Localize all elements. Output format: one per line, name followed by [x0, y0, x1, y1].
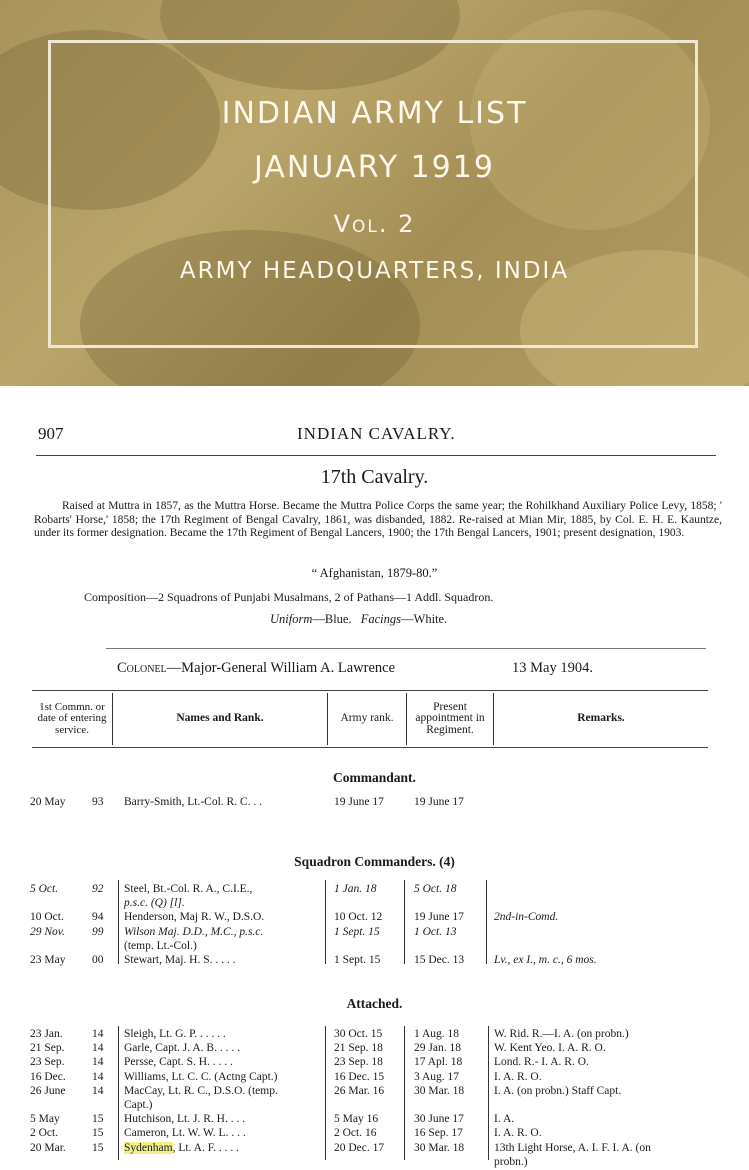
header-commission: 1st Commn. or date of entering service.: [37, 700, 107, 736]
table-row: [0, 1056, 749, 1070]
col-divider: [325, 880, 326, 964]
appointment-date: 5 Oct. 18: [414, 883, 457, 895]
section-squadron-commanders: Squadron Commanders. (4): [294, 854, 455, 869]
commission-date: 16 Dec.: [30, 1070, 66, 1083]
remarks: I. A. R. O.: [494, 1127, 542, 1140]
remarks: W. Kent Yeo. I. A. R. O.: [494, 1042, 606, 1055]
officer-name: Wilson Maj. D.D., M.C., p.s.c.: [124, 925, 264, 938]
colonel-line: [117, 660, 395, 677]
table-row: [0, 940, 749, 954]
page-number: 907: [38, 424, 64, 443]
table-row: [0, 1099, 749, 1113]
colonel-label: Colonel—: [117, 660, 182, 676]
col-divider: [486, 880, 487, 964]
officer-name: Garle, Capt. J. A. B. . . . .: [124, 1042, 240, 1055]
officer-name: Cameron, Lt. W. W. L. . . .: [124, 1127, 246, 1140]
table-row: [0, 1042, 749, 1056]
commission-date: 20 Mar.: [30, 1141, 66, 1154]
army-rank-date: 1 Sept. 15: [334, 925, 380, 938]
remarks: 13th Light Horse, A. I. F. I. A. (on: [494, 1141, 651, 1154]
commission-date: 23 Sep.: [30, 1056, 65, 1069]
col-divider: [488, 1026, 489, 1160]
officer-name: (temp. Lt.-Col.): [124, 939, 197, 952]
banner-publisher: ARMY HEADQUARTERS, INDIA: [179, 258, 570, 284]
colonel-rule: [106, 648, 706, 649]
battle-honours: “ Afghanistan, 1879-80.”: [311, 566, 438, 580]
officer-name: Barry-Smith, Lt.-Col. R. C. . .: [124, 796, 262, 808]
cover-banner: [0, 0, 749, 386]
composition: Composition—2 Squadrons of Punjabi Musalmans, 2 of Pathans—1 Addl. Squadron.: [84, 590, 494, 604]
officer-name: Stewart, Maj. H. S. . . . .: [124, 954, 236, 966]
header-remarks: Remarks.: [494, 693, 709, 745]
col-divider: [404, 1026, 405, 1160]
commission-year: 93: [92, 796, 104, 808]
commission-year: 15: [92, 1127, 104, 1140]
army-rank-date: 1 Sept. 15: [334, 954, 381, 966]
remarks: probn.): [494, 1155, 528, 1168]
commission-date: 26 June: [30, 1084, 66, 1097]
remarks: Lond. R.- I. A. R. O.: [494, 1056, 589, 1069]
officer-name: p.s.c. (Q) [l].: [124, 897, 185, 910]
section-commandant: Commandant.: [333, 770, 416, 785]
running-title: INDIAN CAVALRY.: [297, 424, 456, 443]
officer-name: Henderson, Maj R. W., D.S.O.: [124, 911, 265, 924]
commission-year: 15: [92, 1141, 104, 1154]
army-rank-date: 5 May 16: [334, 1113, 379, 1126]
appointment-date: 17 Apl. 18: [414, 1056, 463, 1069]
col-divider: [118, 1026, 119, 1160]
appointment-date: 15 Dec. 13: [414, 954, 465, 966]
officer-name: Sleigh, Lt. G. P. . . . . .: [124, 1028, 226, 1040]
regiment-history: Raised at Muttra in 1857, as the Muttra Horse. Became the Muttra Police Corps the same year; the Rohilkhand Auxiliary Police Levy, 1858; ' Robarts' Horse,' 1858; the 17th Regiment of Bengal Cavalry, 1861, was disbanded, 1882. Re-raised at Mian Mir, 1885, by Col. E. H. E. Kauntze, under its former designation. Became the 17th Regiment of Bengal Lancers, 1900; the 17th Bengal Lancers, 1901; present designation, 1903.: [34, 500, 722, 539]
facings-label: Facings: [360, 612, 402, 626]
commission-year: 94: [92, 911, 104, 924]
table-row: [0, 897, 749, 911]
officer-name: Williams, Lt. C. C. (Actng Capt.): [124, 1070, 278, 1083]
officer-name: Hutchison, Lt. J. R. H. . . .: [124, 1113, 246, 1126]
appointment-date: 3 Aug. 17: [414, 1070, 460, 1083]
appointment-date: 30 Mar. 18: [414, 1141, 465, 1154]
commission-date: 2 Oct.: [30, 1127, 59, 1140]
commission-year: 00: [92, 954, 104, 966]
header-appointment: Present appointment in Regiment.: [407, 693, 494, 745]
table-row: [0, 1085, 749, 1099]
appointment-date: 19 June 17: [414, 911, 464, 924]
commission-date: 10 Oct.: [30, 911, 64, 924]
col-divider: [118, 880, 119, 964]
facings-value: —White.: [401, 612, 448, 626]
appointment-date: 29 Jan. 18: [414, 1042, 461, 1055]
commission-date: 21 Sep.: [30, 1042, 65, 1055]
appointment-date: 1 Oct. 13: [414, 925, 457, 938]
officer-name-rest: , Lt. A. F. . . . .: [172, 1141, 240, 1154]
commission-year: 14: [92, 1028, 104, 1040]
header-names: Names and Rank.: [113, 693, 328, 745]
army-rank-date: 30 Oct. 15: [334, 1028, 383, 1040]
table-row: [0, 911, 749, 925]
commission-year: 15: [92, 1113, 104, 1126]
officer-name: Steel, Bt.-Col. R. A., C.I.E.,: [124, 883, 253, 895]
table-row: [0, 1113, 749, 1127]
table-row: [0, 1156, 749, 1170]
table-top-rule: [32, 690, 708, 691]
banner-volume: Vol. 2: [333, 210, 416, 238]
appointment-date: 1 Aug. 18: [414, 1028, 460, 1040]
table-bottom-rule: [32, 747, 708, 748]
header-army-rank: Army rank.: [328, 693, 407, 745]
commission-date: 29 Nov.: [30, 925, 65, 938]
header-rule: [36, 455, 716, 456]
army-rank-date: 2 Oct. 16: [334, 1127, 377, 1140]
commission-date: 23 Jan.: [30, 1028, 63, 1040]
remarks: I. A.: [494, 1113, 515, 1126]
col-divider: [325, 1026, 326, 1160]
army-rank-date: 20 Dec. 17: [334, 1141, 385, 1154]
remarks: Lv., ex I., m. c., 6 mos.: [494, 954, 597, 966]
appointment-date: 30 Mar. 18: [414, 1084, 465, 1097]
remarks: I. A. (on probn.) Staff Capt.: [494, 1084, 622, 1097]
table-header: [32, 693, 708, 745]
table-row: [0, 883, 749, 897]
table-row: [0, 954, 749, 968]
colonel-name: Major-General William A. Lawrence: [181, 660, 396, 676]
army-rank-date: 23 Sep. 18: [334, 1056, 383, 1069]
table-row: [0, 1071, 749, 1085]
uniform-value: —Blue.: [312, 612, 352, 626]
uniform-line: [270, 612, 447, 627]
section-attached: Attached.: [346, 996, 403, 1011]
remarks: W. Rid. R.—I. A. (on probn.): [494, 1028, 629, 1040]
commission-date: 20 May: [30, 796, 66, 808]
commission-year: 99: [92, 925, 104, 938]
army-rank-date: 19 June 17: [334, 796, 384, 808]
army-rank-date: 1 Jan. 18: [334, 883, 377, 895]
army-rank-date: 16 Dec. 15: [334, 1070, 385, 1083]
banner-frame: [48, 40, 698, 348]
table-row: [0, 1028, 749, 1042]
commission-date: 5 May: [30, 1113, 60, 1126]
banner-title: INDIAN ARMY LIST: [221, 96, 528, 131]
officer-name: Persse, Capt. S. H. . . . .: [124, 1056, 233, 1069]
commission-year: 14: [92, 1084, 104, 1097]
commission-year: 14: [92, 1056, 104, 1069]
table-row: [0, 1142, 749, 1156]
commission-year: 14: [92, 1070, 104, 1083]
highlighted-name: Sydenham: [124, 1141, 173, 1154]
commission-year: 92: [92, 883, 104, 895]
officer-name: MacCay, Lt. R. C., D.S.O. (temp.: [124, 1084, 278, 1097]
table-row: [0, 1127, 749, 1141]
army-rank-date: 26 Mar. 16: [334, 1084, 385, 1097]
army-rank-date: 21 Sep. 18: [334, 1042, 383, 1055]
officer-name: Capt.): [124, 1099, 153, 1111]
commission-year: 14: [92, 1042, 104, 1055]
col-divider: [404, 880, 405, 964]
regiment-title: 17th Cavalry.: [320, 466, 429, 488]
commission-date: 5 Oct.: [30, 883, 59, 895]
colonel-date: 13 May 1904.: [512, 660, 593, 676]
commission-date: 23 May: [30, 954, 66, 966]
remarks: I. A. R. O.: [494, 1070, 542, 1083]
banner-date: JANUARY 1919: [254, 150, 495, 185]
army-rank-date: 10 Oct. 12: [334, 911, 383, 924]
remarks: 2nd-in-Comd.: [494, 911, 559, 924]
officer-name: [124, 1142, 239, 1154]
appointment-date: 19 June 17: [414, 796, 464, 808]
document-page: [0, 386, 749, 1168]
uniform-label: Uniform: [270, 612, 313, 626]
table-row: [0, 796, 749, 810]
table-row: [0, 926, 749, 940]
appointment-date: 16 Sep. 17: [414, 1127, 463, 1140]
appointment-date: 30 June 17: [414, 1113, 464, 1126]
